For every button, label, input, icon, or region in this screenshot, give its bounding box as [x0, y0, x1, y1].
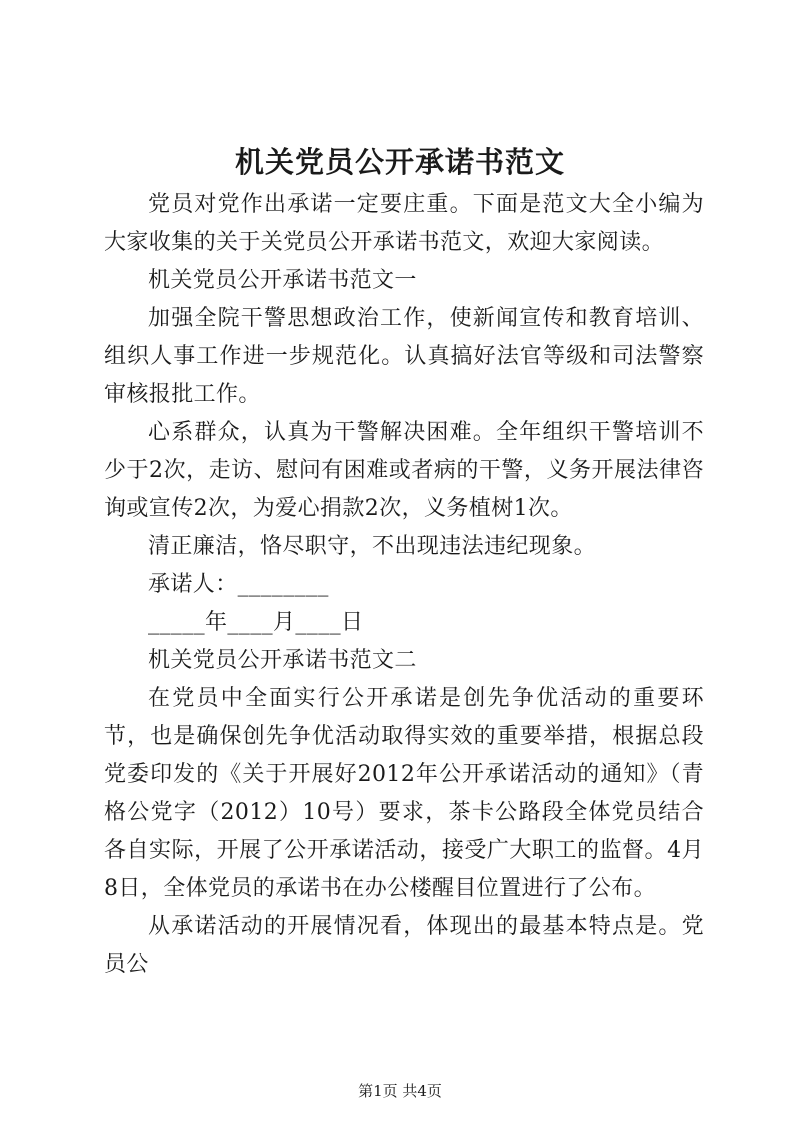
- section-heading-2: 机关党员公开承诺书范文二: [148, 648, 417, 673]
- document-body: [104, 186, 704, 984]
- signature-line: 承诺人：________: [148, 572, 329, 597]
- paragraph: 加强全院干警思想政治工作，使新闻宣传和教育培训、组织人事工作进一步规范化。认真搞好法官等级和司法警察审核报批工作。: [104, 306, 704, 407]
- paragraph: 心系群众，认真为干警解决困难。全年组织干警培训不少于2次，走访、慰问有困难或者病的干警，义务开展法律咨询或宣传2次，为爱心捐款2次，义务植树1次。: [104, 420, 704, 521]
- paragraph: 清正廉洁，恪尽职守，不出现违法违纪现象。: [148, 534, 597, 559]
- paragraph: 在党员中全面实行公开承诺是创先争优活动的重要环节，也是确保创先争优活动取得实效的重要举措，根据总段党委印发的《关于开展好2012年公开承诺活动的通知》（青格公党字（2012）10号）要求，茶卡公路段全体党员结合各自实际，开展了公开承诺活动，接受广大职工的监督。4月8日，全体党员的承诺书在办公楼醒目位置进行了公布。: [104, 686, 704, 901]
- intro-paragraph: 党员对党作出承诺一定要庄重。下面是范文大全小编为大家收集的关于关党员公开承诺书范文，欢迎大家阅读。: [104, 192, 704, 255]
- page-footer: 第1页 共4页: [358, 1082, 442, 1100]
- paragraph: 从承诺活动的开展情况看，体现出的最基本特点是。党员公: [104, 914, 704, 977]
- section-heading-1: 机关党员公开承诺书范文一: [148, 268, 417, 293]
- document-title: 机关党员公开承诺书范文: [234, 145, 565, 179]
- date-line: _____年____月____日: [148, 610, 364, 635]
